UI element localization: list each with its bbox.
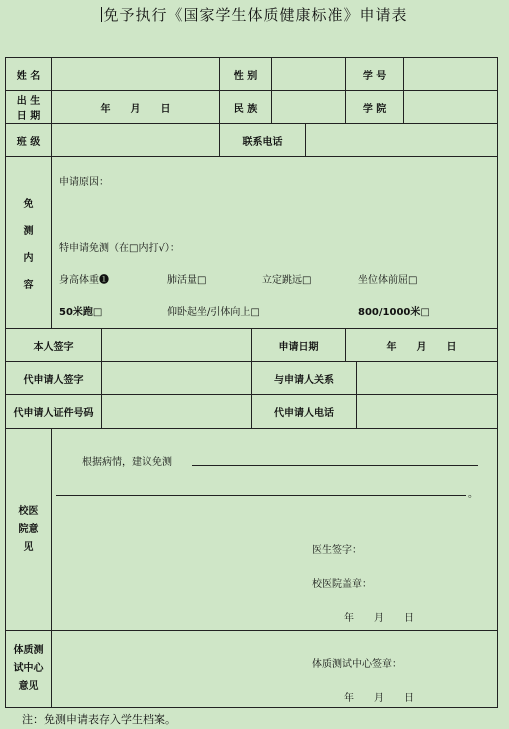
footnote: 注：免测申请表存入学生档案。 [22, 713, 176, 726]
proxy-id-field[interactable] [102, 395, 252, 429]
proxy-phone-field[interactable] [357, 395, 498, 429]
student-id-field[interactable] [404, 58, 498, 91]
reason-label: 申请原因： [59, 177, 109, 188]
proxy-phone-label: 代申请人电话 [252, 395, 357, 429]
student-id-label: 学 号 [346, 58, 404, 91]
center-stamp-label: 体质测试中心签章： [312, 659, 402, 670]
apply-date-label: 申请日期 [252, 329, 346, 362]
birth-date-field[interactable]: 年 月 日 [52, 91, 220, 124]
proxy-id-label: 代申请人证件号码 [6, 395, 102, 429]
ethnicity-field[interactable] [272, 91, 346, 124]
application-form-table [5, 57, 498, 708]
college-label: 学 院 [346, 91, 404, 124]
birth-label: 出 生 日 期 [6, 91, 52, 124]
form-title-text: 免予执行《国家学生体质健康标准》申请表 [103, 6, 408, 24]
name-field[interactable] [52, 58, 220, 91]
relation-field[interactable] [357, 362, 498, 395]
checkbox-sit-reach[interactable]: 坐位体前屈□ [358, 275, 418, 286]
checkbox-vital-capacity[interactable]: 肺活量□ [167, 275, 207, 286]
checkbox-situp-pullup[interactable]: 仰卧起坐/引体向上□ [167, 307, 260, 318]
name-label: 姓 名 [6, 58, 52, 91]
apply-date-field[interactable]: 年 月 日 [346, 329, 498, 362]
self-sign-label: 本人签字 [6, 329, 102, 362]
exempt-side-label: 免 测 内 容 [6, 157, 52, 329]
hospital-side-label: 校医院意见 [6, 429, 52, 631]
exempt-items-title: 特申请免测（在□内打√）： [59, 243, 180, 254]
center-opinion-area [52, 631, 498, 708]
hospital-opinion-area [52, 429, 498, 631]
doctor-sign-label: 医生签字： [312, 545, 362, 556]
self-sign-field[interactable] [102, 329, 252, 362]
phone-field[interactable] [306, 124, 498, 157]
hospital-opinion-text: 根据病情，建议免测 [82, 457, 172, 468]
exempt-content-area [52, 157, 498, 329]
hospital-date: 年 月 日 [344, 613, 414, 624]
form-title [0, 4, 509, 25]
opinion-underline-2[interactable] [56, 495, 466, 496]
checkbox-long-jump[interactable]: 立定跳远□ [262, 275, 312, 286]
proxy-sign-field[interactable] [102, 362, 252, 395]
checkbox-height-weight[interactable]: 身高体重❶ [59, 275, 109, 286]
phone-label: 联系电话 [220, 124, 306, 157]
checkbox-50m[interactable]: 50米跑□ [59, 307, 103, 318]
opinion-underline-1[interactable] [192, 465, 478, 466]
center-side-label: 体质测试中心意见 [6, 631, 52, 708]
relation-label: 与申请人关系 [252, 362, 357, 395]
opinion-end-mark: 。 [468, 489, 478, 500]
college-field[interactable] [404, 91, 498, 124]
proxy-sign-label: 代申请人签字 [6, 362, 102, 395]
class-field[interactable] [52, 124, 220, 157]
gender-label: 性 别 [220, 58, 272, 91]
gender-field[interactable] [272, 58, 346, 91]
hospital-stamp-label: 校医院盖章： [312, 579, 372, 590]
center-date: 年 月 日 [344, 693, 414, 704]
checkbox-800-1000m[interactable]: 800/1000米□ [358, 307, 430, 318]
ethnicity-label: 民 族 [220, 91, 272, 124]
class-label: 班 级 [6, 124, 52, 157]
